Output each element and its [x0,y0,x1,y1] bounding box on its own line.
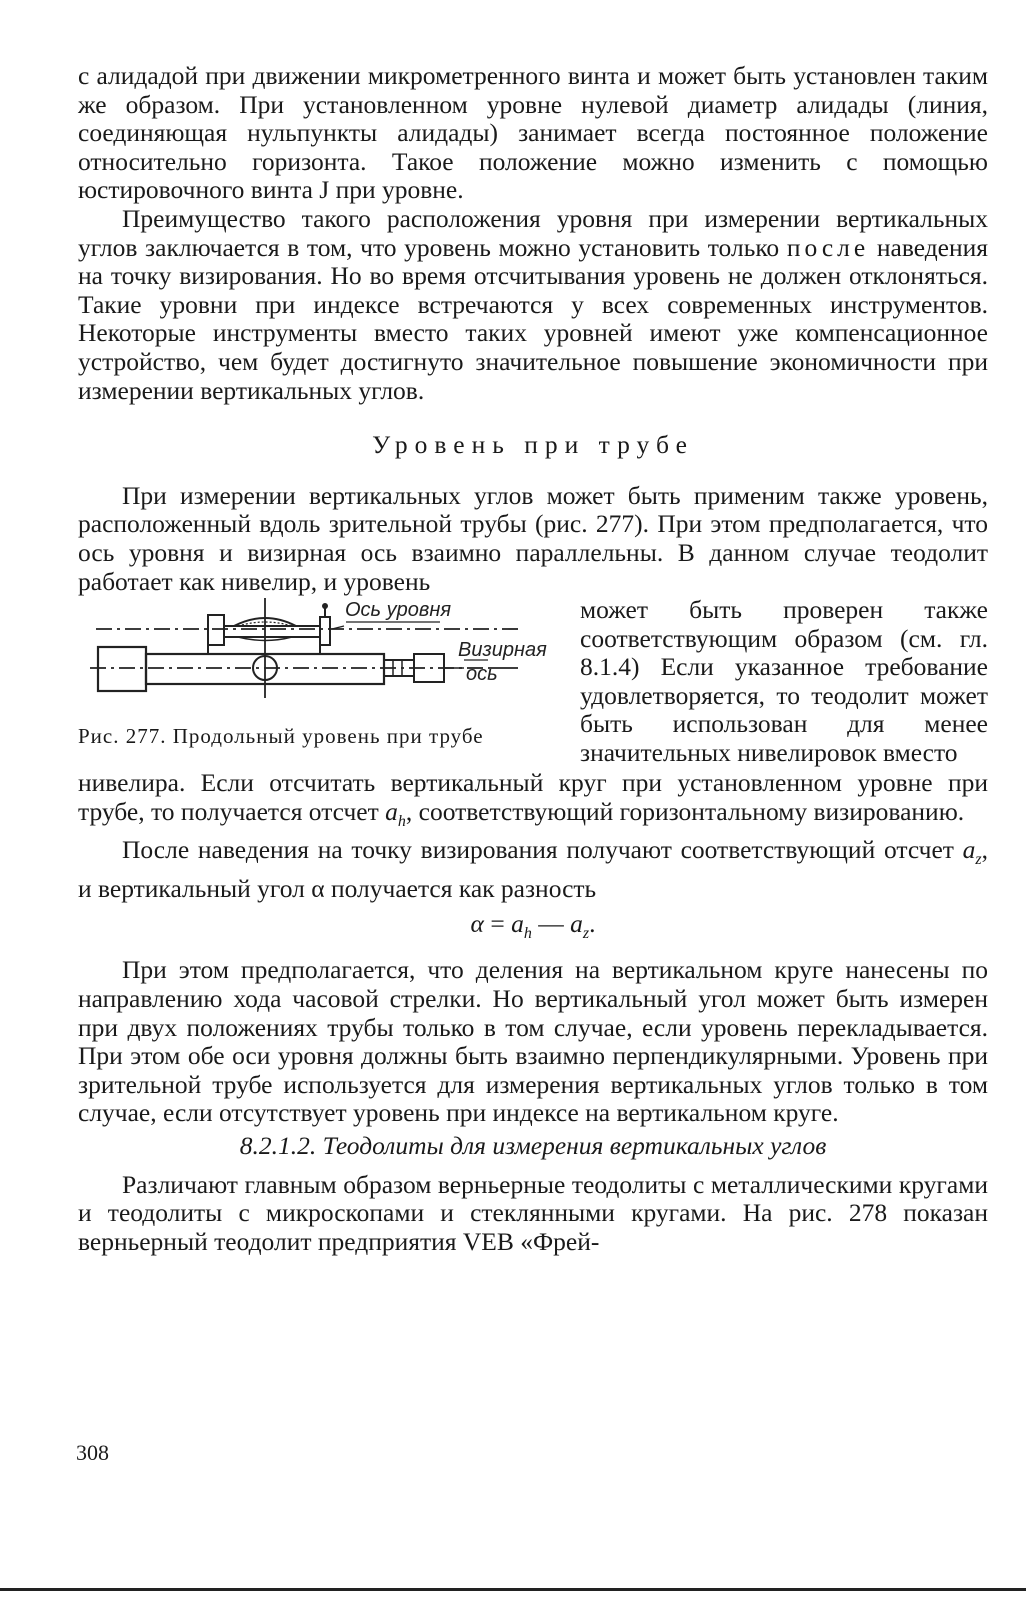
paragraph-5: При этом предполагается, что деления на вертикальном круге нанесены по направлению хода часовой стрелки. Но вертикальный угол может быть измерен при двух положениях трубы только в том случае, если уровень перекладывается. При этом обе оси уровня должны быть взаимно перпендикулярными. Уровень при зрительной трубе используется для измерения вертикальных углов только в том случае, если отсутствует уровень при индексе на вертикальном круге. [78,955,988,1128]
paragraph-3-side: может быть проверен также соответствующим образом (см. гл. 8.1.4) Если указанное требование удовлетворяется, то теодолит может быть использован для менее значительных нивелировок вместо [580,595,988,768]
formula-sub-z: z [582,924,590,942]
paragraph-4-text: После наведения на точку визирования получают соответствующий отсчет [122,835,954,865]
figure-caption: Рис. 277. Продольный уровень при трубе [78,724,484,749]
var-a: a [962,835,976,865]
paragraph-2-start: Преимущество такого расположения уровня при измерении вертикальных углов заключается в том, что уровень можно установить только [78,203,988,262]
emphasis-spaced-word: после [786,232,870,262]
telescope-level-diagram [88,598,558,718]
paragraph-3-end [78,769,988,836]
subsection-heading: 8.2.1.2. Теодолиты для измерения вертикальных углов [239,1130,827,1160]
figure-block [78,596,988,769]
paragraph-6: Различают главным образом верньерные теодолиты с металлическими кругами и теодолиты с микроскопами и стеклянными кругами. На рис. 278 показан верньерный теодолит предприятия VEB «Фрей- [78,1169,988,1256]
paragraph-3: При измерении вертикальных углов может быть применим также уровень, расположенный вдоль зрительной трубы (рис. 277). При этом предполагается, что ось уровня и визирная ось взаимно параллельны. В данном случае теодолит работает как нивелир, и уровень [78,480,988,596]
formula-sub-h: h [523,924,532,942]
label-sight-axis-2: ось [466,663,498,686]
page-body [78,62,988,1256]
formula-end: . [589,908,596,938]
bottom-border [0,1588,1026,1591]
figure-side-text [580,596,988,768]
section-heading: Уровень при трубе [372,430,694,460]
page-number: 308 [76,1440,109,1465]
paragraph-4-tail: , и вертикальный угол α получается как разность [78,835,988,904]
formula-eq: = [483,908,512,938]
figure-277 [78,596,568,769]
paragraph-4 [78,836,988,903]
paragraph-2 [78,205,988,405]
formula [78,910,988,949]
paragraph-3-end-text: нивелира. Если отсчитать вертикальный круг при установленном уровне при трубе, то получается отсчет [78,768,988,826]
formula-a2: a [570,908,583,938]
var-a: a [385,796,398,826]
var-sub-z: z [975,851,982,869]
label-sight-axis-1: Визирная [458,639,547,662]
formula-minus: — [531,908,571,938]
var-sub-h: h [397,812,406,830]
paragraph-1: с алидадой при движении микрометренного винта и может быть установлен таким же образом. При установленном уровне нулевой диаметр алидады (линия, соединяющая нульпункты алидады) занимает всегда постоянное положение относительно горизонта. Такое положение можно изменить с помощью юстировочного винта J при уровне. [78,61,988,205]
label-level-axis: Ось уровня [345,599,452,622]
formula-alpha: α [470,908,484,938]
paragraph-3-end-tail: , соответствующий горизонтальному визированию. [405,796,965,826]
formula-a1: a [511,908,524,938]
paragraph-2-end: наведения на точку визирования. Но во время отсчитывания уровень не должен отклоняться. Такие уровни при индексе встречаются у всех современных инструментов. Некоторые инструменты вместо таких уровней имеют уже компенсационное устройство, чем будет достигнуто значительное повышение экономичности при измерении вертикальных углов. [78,232,989,405]
